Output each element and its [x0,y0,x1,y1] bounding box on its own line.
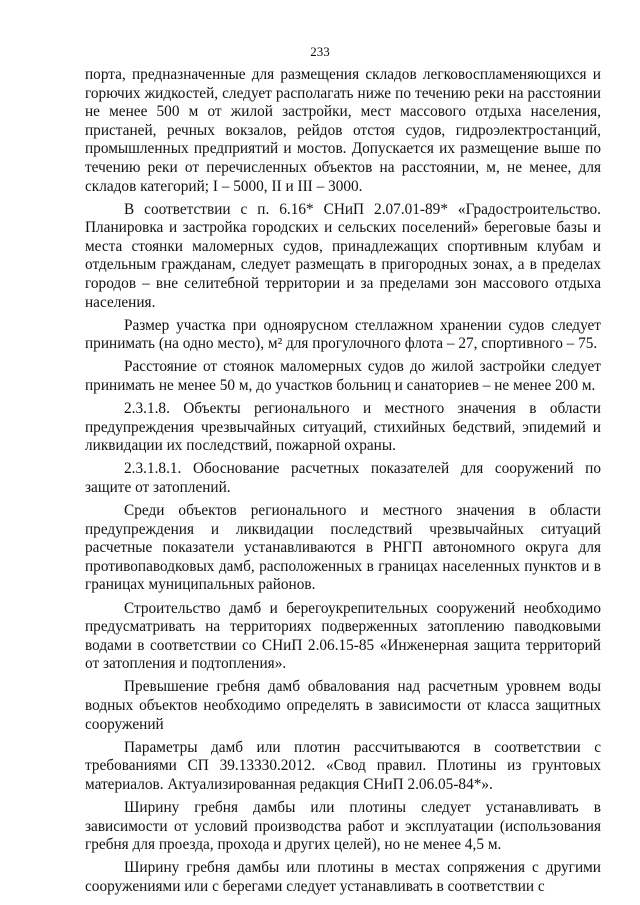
paragraph: Превышение гребня дамб обвалования над расчетным уровнем воды водных объектов необходимо определять в зависимости от класса защитных сооружений [85,678,601,733]
paragraph: Параметры дамб или плотин рассчитываются в соответствии с требованиями СП 39.13330.2012. «Свод правил. Плотины из грунтовых материалов. Актуализированная редакция СНиП 2.06.05-84*». [85,738,601,793]
page-number: 233 [310,44,330,59]
paragraph: порта, предназначенные для размещения складов легковоспламеняющихся и горючих жидкостей, следует располагать ниже по течению реки на расстоянии не менее 500 м от жилой застройки, мест массового отдыха населения, пристаней, речных вокзалов, рейдов отстоя судов, гидроэлектростанций, промышленных предприятий и мостов. Допускается их размещение выше по течению реки от перечисленных объектов на расстоянии, м, не менее, для складов категорий; I – 5000, II и III – 3000. [85,66,601,195]
paragraph: Расстояние от стоянок маломерных судов до жилой застройки следует принимать не менее 50 м, до участков больниц и санаториев – не менее 200 м. [85,358,601,394]
paragraph: Среди объектов регионального и местного значения в области предупреждения и ликвидации последствий чрезвычайных ситуаций расчетные показатели устанавливаются в РНГП автономного округа для противопаводковых дамб, расположенных в границах населенных пунктов и в границах муниципальных районов. [85,502,601,594]
paragraph: Строительство дамб и берегоукрепительных сооружений необходимо предусматривать на территориях подверженных затоплению паводковыми водами в соответствии со СНиП 2.06.15-85 «Инженерная защита территорий от затопления и подтопления». [85,599,601,673]
paragraph: Ширину гребня дамбы или плотины в местах сопряжения с другими сооружениями или с берегами следует устанавливать в соответствии с [85,859,601,895]
section-heading: 2.3.1.8. Объекты регионального и местного значения в области предупреждения чрезвычайных ситуаций, стихийных бедствий, эпидемий и ликвидации их последствий, пожарной охраны. [85,400,601,455]
paragraph: Размер участка при одноярусном стеллажном хранении судов следует принимать (на одно место), м² для прогулочного флота – 27, спортивного – 75. [85,316,601,353]
paragraph: Ширину гребня дамбы или плотины следует устанавливать в зависимости от условий производства работ и эксплуатации (использования гребня для проезда, прохода и других целей), но не менее 4,5 м. [85,798,601,854]
paragraph: В соответствии с п. 6.16* СНиП 2.07.01-89* «Градостроительство. Планировка и застройка городских и сельских поселений» береговые базы и места стоянки маломерных судов, принадлежащих спортивным клубам и отдельным гражданам, следует размещать в пригородных зонах, а в пределах городов – вне селитебной территории и за пределами зон массового отдыха населения. [85,200,601,311]
section-heading: 2.3.1.8.1. Обоснование расчетных показателей для сооружений по защите от затоплений. [85,460,601,496]
page-body [85,66,601,901]
